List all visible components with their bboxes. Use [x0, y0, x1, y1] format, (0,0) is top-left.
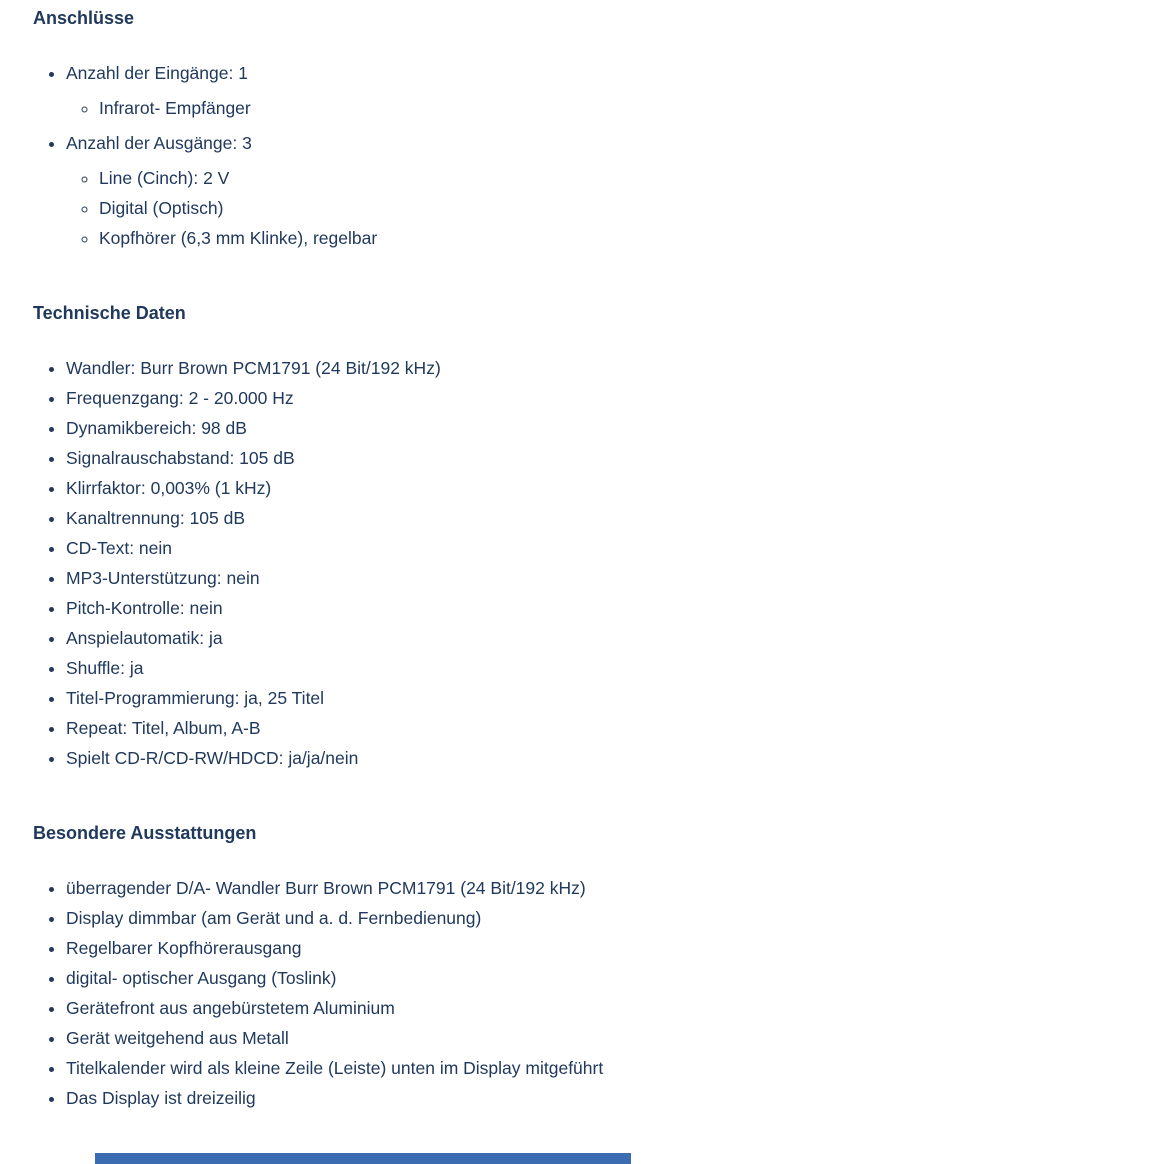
list-item — [66, 593, 1119, 623]
list-item-text: Klirrfaktor: 0,003% (1 kHz) — [66, 478, 272, 498]
list-item — [66, 1083, 1119, 1113]
list-item-text: Gerät weitgehend aus Metall — [66, 1028, 289, 1048]
list-item — [66, 353, 1119, 383]
list-item — [66, 413, 1119, 443]
sub-list-item-text: Line (Cinch): 2 V — [99, 168, 230, 188]
list-item-text: Das Display ist dreizeilig — [66, 1088, 256, 1108]
sub-list — [66, 93, 1119, 123]
sub-list-item — [99, 163, 1119, 193]
spec-list — [33, 353, 1119, 773]
list-item-text: Titelkalender wird als kleine Zeile (Leiste) unten im Display mitgeführt — [66, 1058, 604, 1078]
list-item — [66, 533, 1119, 563]
sub-list-item-text: Infrarot- Empfänger — [99, 98, 251, 118]
section-heading: Anschlüsse — [33, 8, 135, 28]
list-item-text: Frequenzgang: 2 - 20.000 Hz — [66, 388, 294, 408]
list-item — [66, 563, 1119, 593]
list-item-text: überragender D/A- Wandler Burr Brown PCM1791 (24 Bit/192 kHz) — [66, 878, 586, 898]
sub-list — [66, 163, 1119, 253]
list-item-text: Wandler: Burr Brown PCM1791 (24 Bit/192 kHz) — [66, 358, 441, 378]
list-item — [66, 443, 1119, 473]
list-item — [66, 963, 1119, 993]
list-item — [66, 713, 1119, 743]
list-item — [66, 503, 1119, 533]
list-item-text: Regelbarer Kopfhörerausgang — [66, 938, 302, 958]
list-item — [66, 993, 1119, 1023]
list-item — [66, 743, 1119, 773]
sub-list-item-text: Digital (Optisch) — [99, 198, 224, 218]
section-heading: Besondere Ausstattungen — [33, 823, 257, 843]
sub-list-item — [99, 223, 1119, 253]
spec-list — [33, 58, 1119, 253]
list-item — [66, 128, 1119, 253]
list-item-text: MP3-Unterstützung: nein — [66, 568, 260, 588]
list-item-text: Anspielautomatik: ja — [66, 628, 223, 648]
list-item — [66, 903, 1119, 933]
list-item-text: Spielt CD-R/CD-RW/HDCD: ja/ja/nein — [66, 748, 359, 768]
list-item — [66, 873, 1119, 903]
list-item — [66, 58, 1119, 123]
sub-list-item — [99, 193, 1119, 223]
list-item-text: Shuffle: ja — [66, 658, 144, 678]
list-item-text: Signalrauschabstand: 105 dB — [66, 448, 295, 468]
sub-list-item — [99, 93, 1119, 123]
list-item-text: Pitch-Kontrolle: nein — [66, 598, 223, 618]
list-item — [66, 383, 1119, 413]
list-item — [66, 473, 1119, 503]
list-item — [66, 653, 1119, 683]
list-item — [66, 933, 1119, 963]
list-item-text: Anzahl der Ausgänge: 3 — [66, 133, 252, 153]
list-item-text: Display dimmbar (am Gerät und a. d. Fernbedienung) — [66, 908, 482, 928]
list-item — [66, 1053, 1119, 1083]
list-item-text: Repeat: Titel, Album, A-B — [66, 718, 261, 738]
list-item-text: Dynamikbereich: 98 dB — [66, 418, 247, 438]
section-heading: Technische Daten — [33, 303, 186, 323]
list-item — [66, 623, 1119, 653]
list-item-text: digital- optischer Ausgang (Toslink) — [66, 968, 337, 988]
sub-list-item-text: Kopfhörer (6,3 mm Klinke), regelbar — [99, 228, 378, 248]
list-item — [66, 683, 1119, 713]
list-item-text: Anzahl der Eingänge: 1 — [66, 63, 248, 83]
list-item-text: CD-Text: nein — [66, 538, 173, 558]
list-item-text: Kanaltrennung: 105 dB — [66, 508, 246, 528]
bottom-blue-bar — [95, 1153, 631, 1164]
spec-list — [33, 873, 1119, 1113]
list-item-text: Gerätefront aus angebürstetem Aluminium — [66, 998, 395, 1018]
list-item — [66, 1023, 1119, 1053]
list-item-text: Titel-Programmierung: ja, 25 Titel — [66, 688, 325, 708]
